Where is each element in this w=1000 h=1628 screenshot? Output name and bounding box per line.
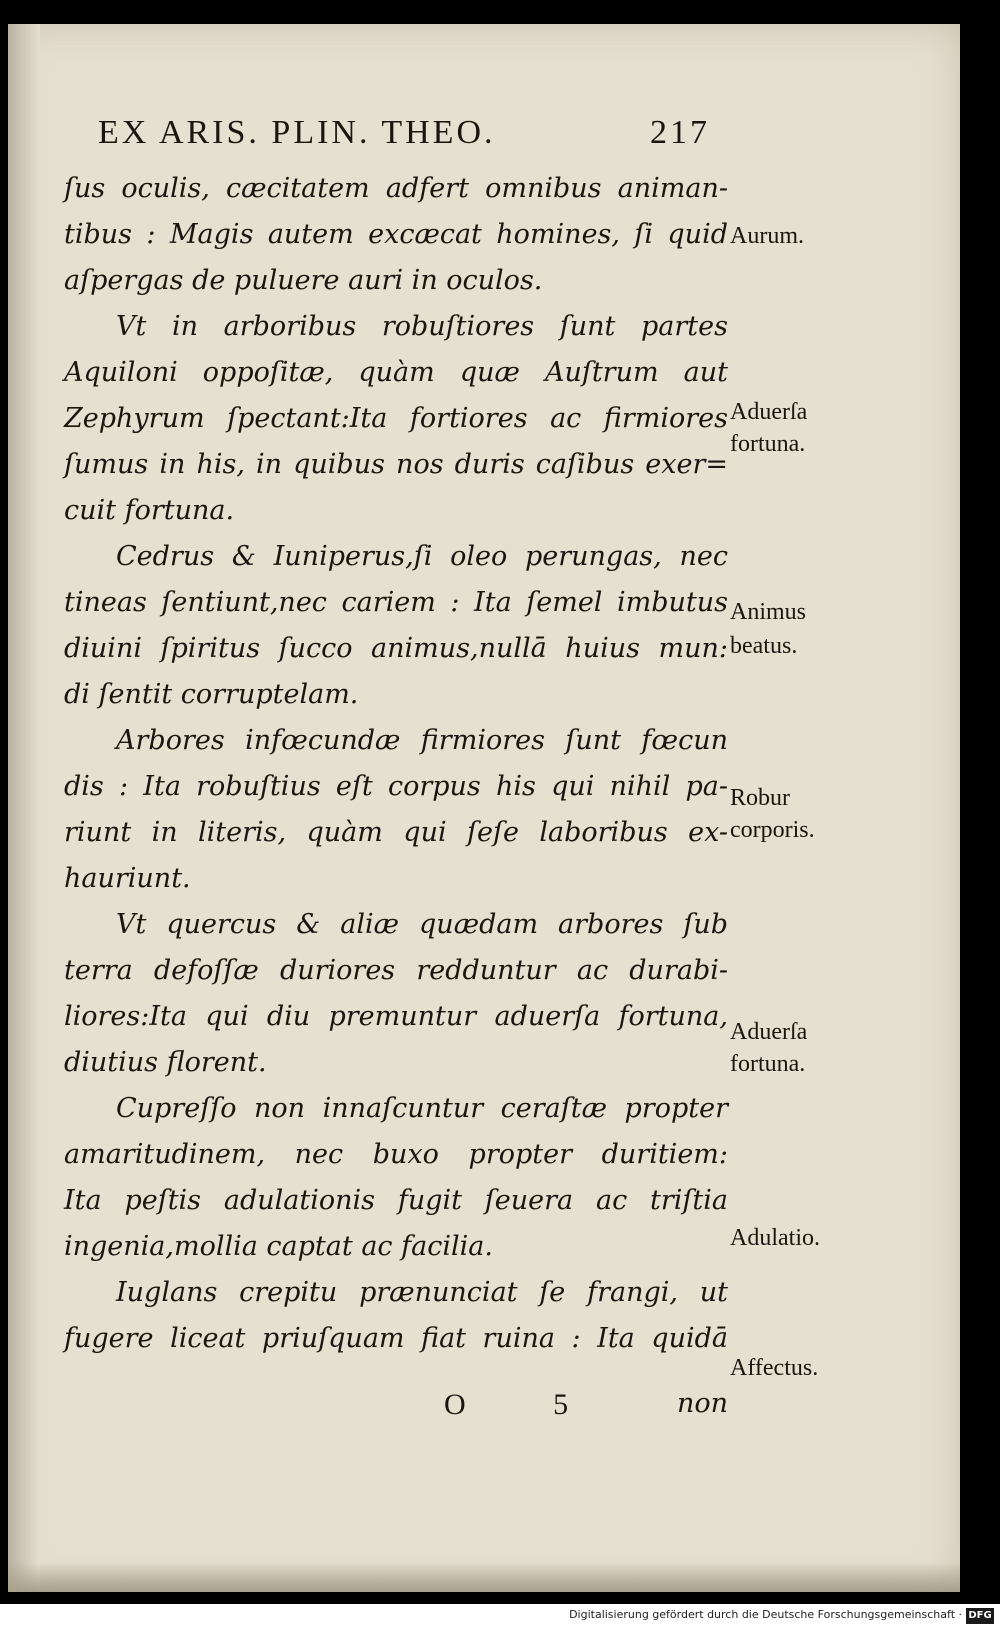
text-line: liores:Ita qui diu premuntur aduerſa fortuna, [64, 1001, 728, 1032]
text-line: diutius florent. [64, 1047, 267, 1078]
margin-note-aurum: Aurum. [730, 223, 804, 249]
text-line: Cupreſſo non innaſcuntur ceraſtæ propter [116, 1093, 728, 1124]
margin-note-affectus: Affectus. [730, 1355, 819, 1381]
credit-text: Digitalisierung gefördert durch die Deutsche Forschungsgemeinschaft · [569, 1608, 962, 1621]
margin-note-corporis: corporis. [730, 817, 815, 843]
text-line: Iuglans crepitu prænunciat ſe frangi, ut [116, 1277, 728, 1308]
margin-note-aduersa-2: Aduerſa [730, 1019, 808, 1045]
text-line: ingenia,mollia captat ac facilia. [64, 1231, 493, 1262]
page-spine-shadow [8, 24, 40, 1592]
credit-bar [0, 1604, 1000, 1628]
text-line: riunt in literis, quàm qui ſeſe laboribus ex- [64, 817, 728, 848]
catchword: non [676, 1388, 728, 1419]
margin-note-animus: Animus [730, 599, 807, 625]
text-line: Vt quercus & aliæ quædam arbores ſub [116, 909, 728, 940]
margin-note-robur: Robur [730, 785, 790, 811]
page-bottom-shadow [8, 1562, 960, 1592]
text-line: fugere liceat priuſquam fiat ruina : Ita quidā [64, 1323, 728, 1354]
signature-mark: O 5 [444, 1388, 609, 1421]
text-line: Aquiloni oppoſitæ, quàm quæ Auſtrum aut [64, 357, 728, 388]
text-line: cuit fortuna. [64, 495, 235, 526]
text-line: Zephyrum ſpectant:Ita fortiores ac firmiores [64, 403, 728, 434]
page-footer [64, 1388, 728, 1434]
text-line: Cedrus & Iuniperus,ſi oleo perungas, nec [116, 541, 728, 572]
margin-note-fortuna: fortuna. [730, 431, 806, 457]
text-line: amaritudinem, nec buxo propter duritiem: [64, 1139, 728, 1170]
margin-note-aduersa: Aduerſa [730, 399, 808, 425]
text-line: dis : Ita robuſtius eſt corpus his qui nihil pa- [64, 771, 728, 802]
margin-note-fortuna-2: fortuna. [730, 1051, 806, 1077]
text-line: aſpergas de puluere auri in oculos. [64, 265, 543, 296]
text-line: di ſentit corruptelam. [64, 679, 359, 710]
text-line: ſus oculis, cæcitatem adfert omnibus animan- [64, 173, 728, 204]
main-text [64, 166, 728, 1362]
text-line: ſumus in his, in quibus nos duris caſibus exer= [64, 449, 728, 480]
page-number: 217 [650, 114, 710, 151]
text-line: hauriunt. [64, 863, 191, 894]
text-line: terra defoſſæ duriores redduntur ac durabi- [64, 955, 728, 986]
margin-note-adulatio: Adulatio. [730, 1225, 820, 1251]
text-line: tineas ſentiunt,nec cariem : Ita ſemel imbutus [64, 587, 728, 618]
text-line: Arbores infœcundæ firmiores ſunt fœcun [116, 725, 728, 756]
text-line: diuini ſpiritus ſucco animus,nullā huius mun: [64, 633, 728, 664]
text-line: tibus : Magis autem excæcat homines, ſi quid [64, 219, 728, 250]
margin-note-beatus: beatus. [730, 633, 798, 659]
text-line: Ita peſtis adulationis fugit ſeuera ac triſtia [64, 1185, 728, 1216]
dfg-logo-icon: DFG [966, 1608, 994, 1624]
running-head-title: EX ARIS. PLIN. THEO. [98, 114, 496, 151]
text-line: Vt in arboribus robuſtiores ſunt partes [116, 311, 728, 342]
running-head [98, 114, 710, 158]
